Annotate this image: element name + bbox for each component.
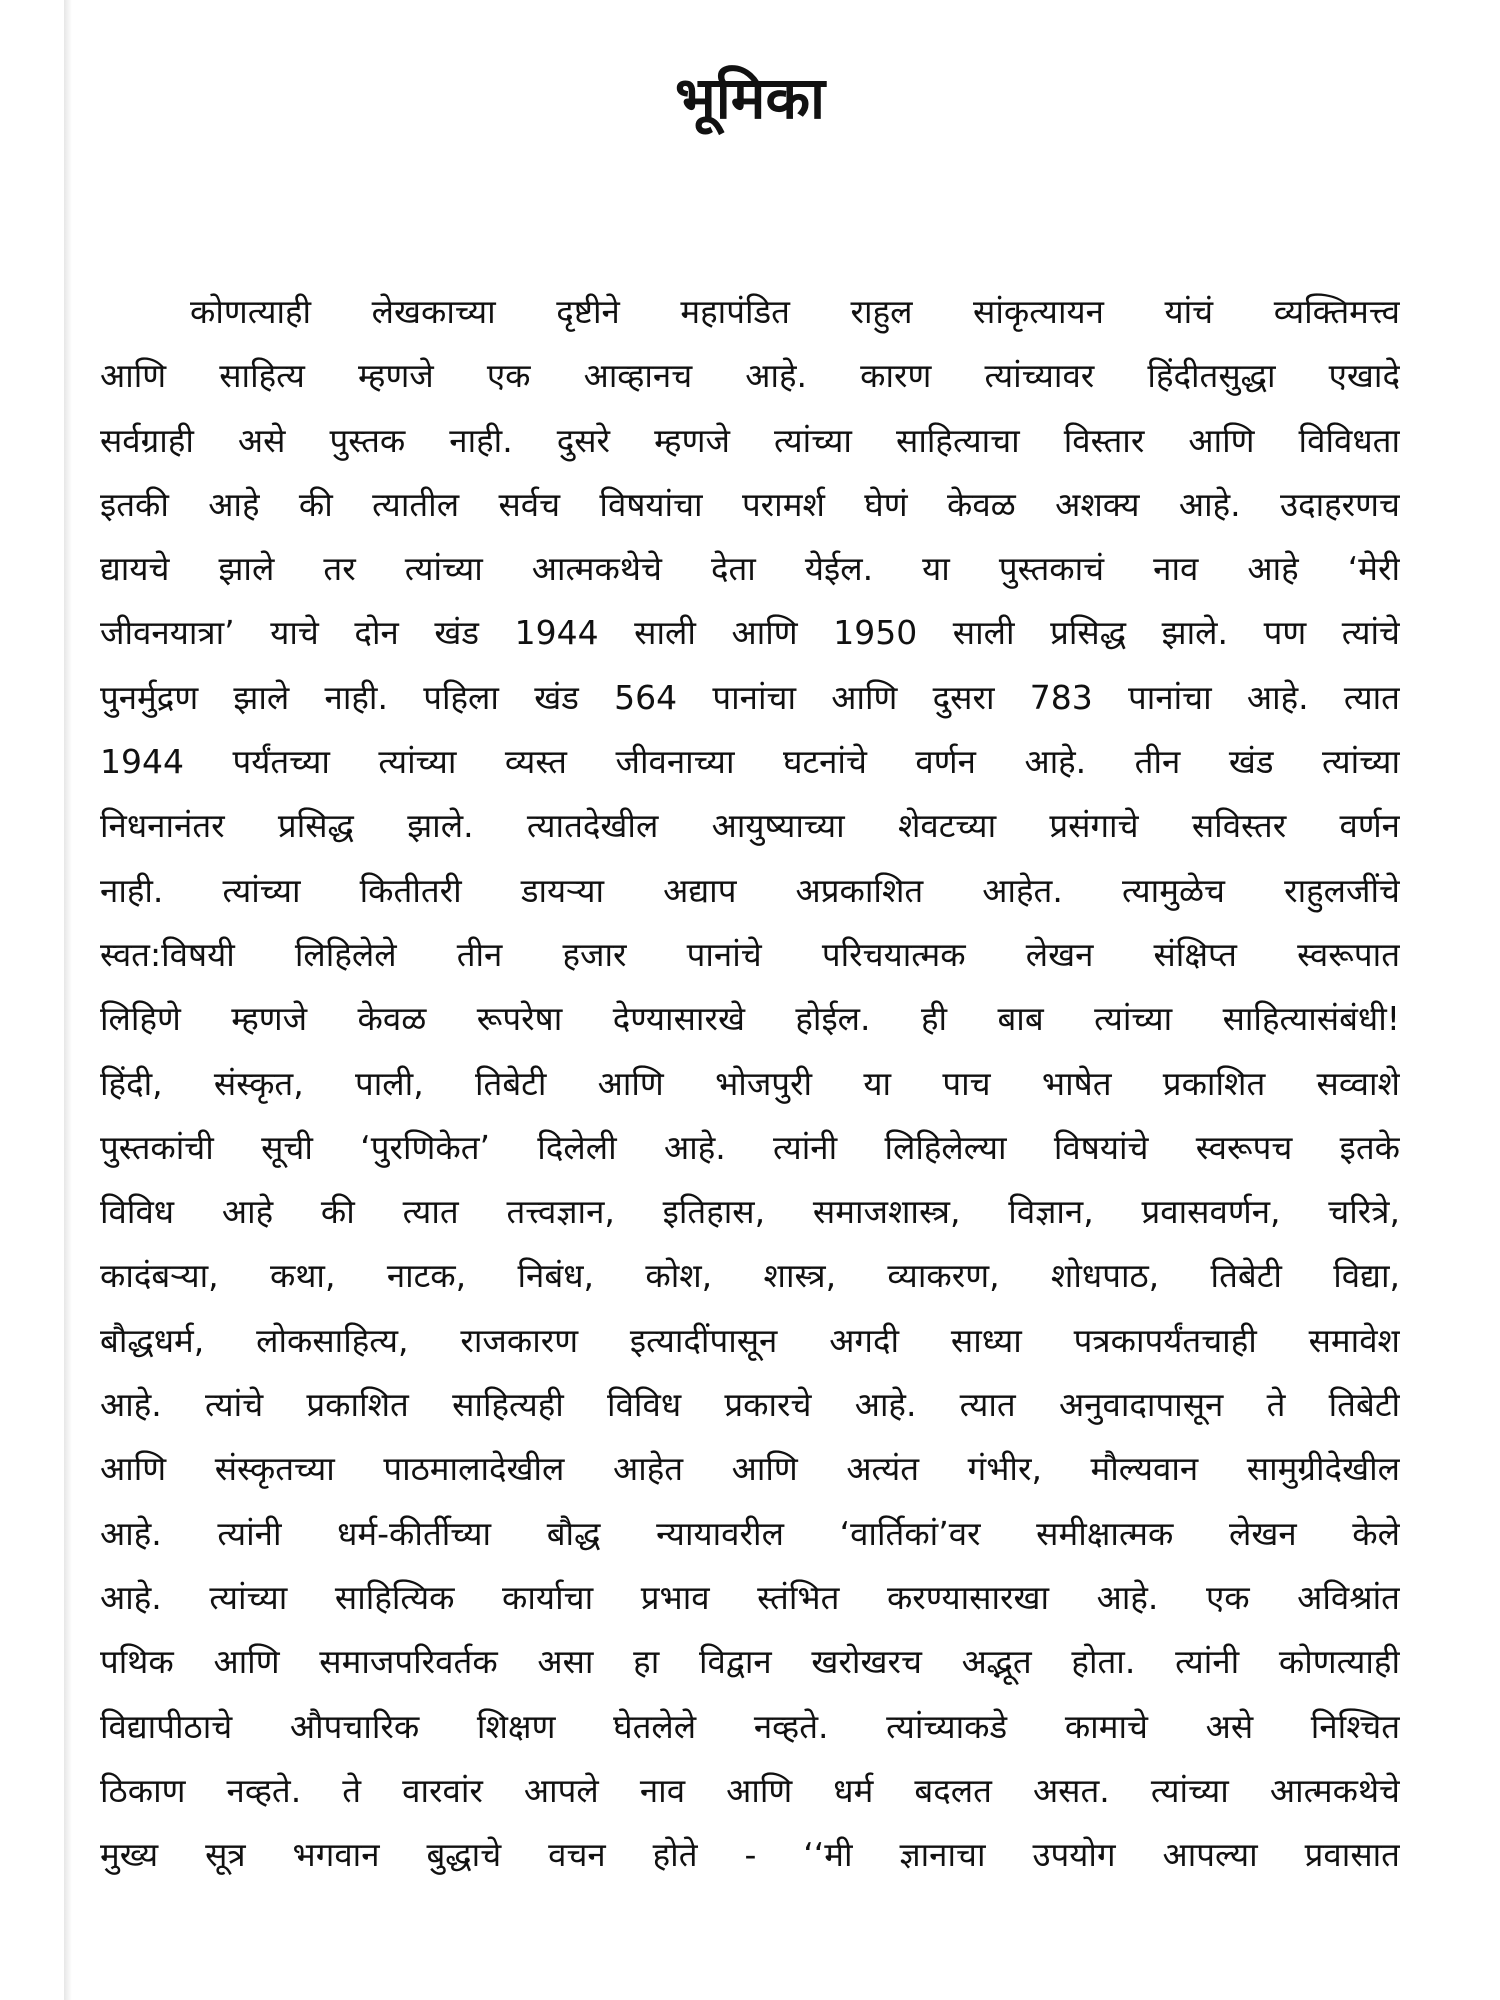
text-line: मुख्य सूत्र भगवान बुद्धाचे वचन होते - ‘‘मी ज्ञानाचा उपयोग आपल्या प्रवासात bbox=[100, 1835, 1400, 1875]
text-line: आहे. त्यांच्या साहित्यिक कार्याचा प्रभाव स्तंभित करण्यासारखा आहे. एक अविश्रांत bbox=[100, 1577, 1400, 1617]
text-line: पुनर्मुद्रण झाले नाही. पहिला खंड 564 पानांचा आणि दुसरा 783 पानांचा आहे. त्यात bbox=[100, 677, 1400, 717]
text-line: कोणत्याही लेखकाच्या दृष्टीने महापंडित राहुल सांकृत्यायन यांचं व्यक्तिमत्त्व bbox=[190, 292, 1400, 331]
text-line: कादंबऱ्या, कथा, नाटक, निबंध, कोश, शास्त्र, व्याकरण, शोधपाठ, तिबेटी विद्या, bbox=[100, 1256, 1400, 1296]
text-line: पुस्तकांची सूची ‘पुरणिकेत’ दिलेली आहे. त्यांनी लिहिलेल्या विषयांचे स्वरूपच इतके bbox=[100, 1127, 1400, 1167]
text-line: आहे. त्यांनी धर्म-कीर्तीच्या बौद्ध न्यायावरील ‘वार्तिकां’वर समीक्षात्मक लेखन केले bbox=[100, 1513, 1400, 1553]
text-line: हिंदी, संस्कृत, पाली, तिबेटी आणि भोजपुरी या पाच भाषेत प्रकाशित सव्वाशे bbox=[100, 1063, 1400, 1103]
text-line: इतकी आहे की त्यातील सर्वच विषयांचा परामर्श घेणं केवळ अशक्य आहे. उदाहरणच bbox=[100, 484, 1400, 524]
text-line: आहे. त्यांचे प्रकाशित साहित्यही विविध प्रकारचे आहे. त्यात अनुवादापासून ते तिबेटी bbox=[100, 1385, 1400, 1425]
text-line: स्वत:विषयी लिहिलेले तीन हजार पानांचे परिचयात्मक लेखन संक्षिप्त स्वरूपात bbox=[100, 934, 1400, 974]
text-line: नाही. त्यांच्या कितीतरी डायऱ्या अद्याप अप्रकाशित आहेत. त्यामुळेच राहुलजींचे bbox=[100, 870, 1400, 910]
text-line: द्यायचे झाले तर त्यांच्या आत्मकथेचे देता येईल. या पुस्तकाचं नाव आहे ‘मेरी bbox=[100, 549, 1400, 589]
text-line: विविध आहे की त्यात तत्त्वज्ञान, इतिहास, समाजशास्त्र, विज्ञान, प्रवासवर्णन, चरित्रे, bbox=[100, 1192, 1400, 1232]
text-line: पथिक आणि समाजपरिवर्तक असा हा विद्वान खरोखरच अद्भूत होता. त्यांनी कोणत्याही bbox=[100, 1642, 1400, 1682]
text-line: जीवनयात्रा’ याचे दोन खंड 1944 साली आणि 1950 साली प्रसिद्ध झाले. पण त्यांचे bbox=[100, 613, 1400, 653]
page-title: भूमिका bbox=[674, 64, 826, 132]
text-line: लिहिणे म्हणजे केवळ रूपरेषा देण्यासारखे होईल. ही बाब त्यांच्या साहित्यासंबंधी! bbox=[100, 999, 1400, 1039]
text-line: निधनानंतर प्रसिद्ध झाले. त्यातदेखील आयुष्याच्या शेवटच्या प्रसंगाचे सविस्तर वर्णन bbox=[100, 806, 1400, 846]
text-line: 1944 पर्यंतच्या त्यांच्या व्यस्त जीवनाच्या घटनांचे वर्णन आहे. तीन खंड त्यांच्या bbox=[100, 742, 1400, 782]
body-paragraph bbox=[100, 280, 1400, 1887]
page-edge-shadow bbox=[64, 0, 72, 2000]
text-line: बौद्धधर्म, लोकसाहित्य, राजकारण इत्यादींपासून अगदी साध्या पत्रकापर्यंतचाही समावेश bbox=[100, 1320, 1400, 1360]
text-line: आणि संस्कृतच्या पाठमालादेखील आहेत आणि अत्यंत गंभीर, मौल्यवान सामुग्रीदेखील bbox=[100, 1449, 1400, 1489]
text-line: विद्यापीठाचे औपचारिक शिक्षण घेतलेले नव्हते. त्यांच्याकडे कामाचे असे निश्चित bbox=[100, 1706, 1400, 1746]
text-line: ठिकाण नव्हते. ते वारवांर आपले नाव आणि धर्म बदलत असत. त्यांच्या आत्मकथेचे bbox=[100, 1770, 1400, 1810]
text-line: सर्वग्राही असे पुस्तक नाही. दुसरे म्हणजे त्यांच्या साहित्याचा विस्तार आणि विविधता bbox=[100, 420, 1400, 460]
text-line: आणि साहित्य म्हणजे एक आव्हानच आहे. कारण त्यांच्यावर हिंदीतसुद्धा एखादे bbox=[100, 356, 1400, 396]
